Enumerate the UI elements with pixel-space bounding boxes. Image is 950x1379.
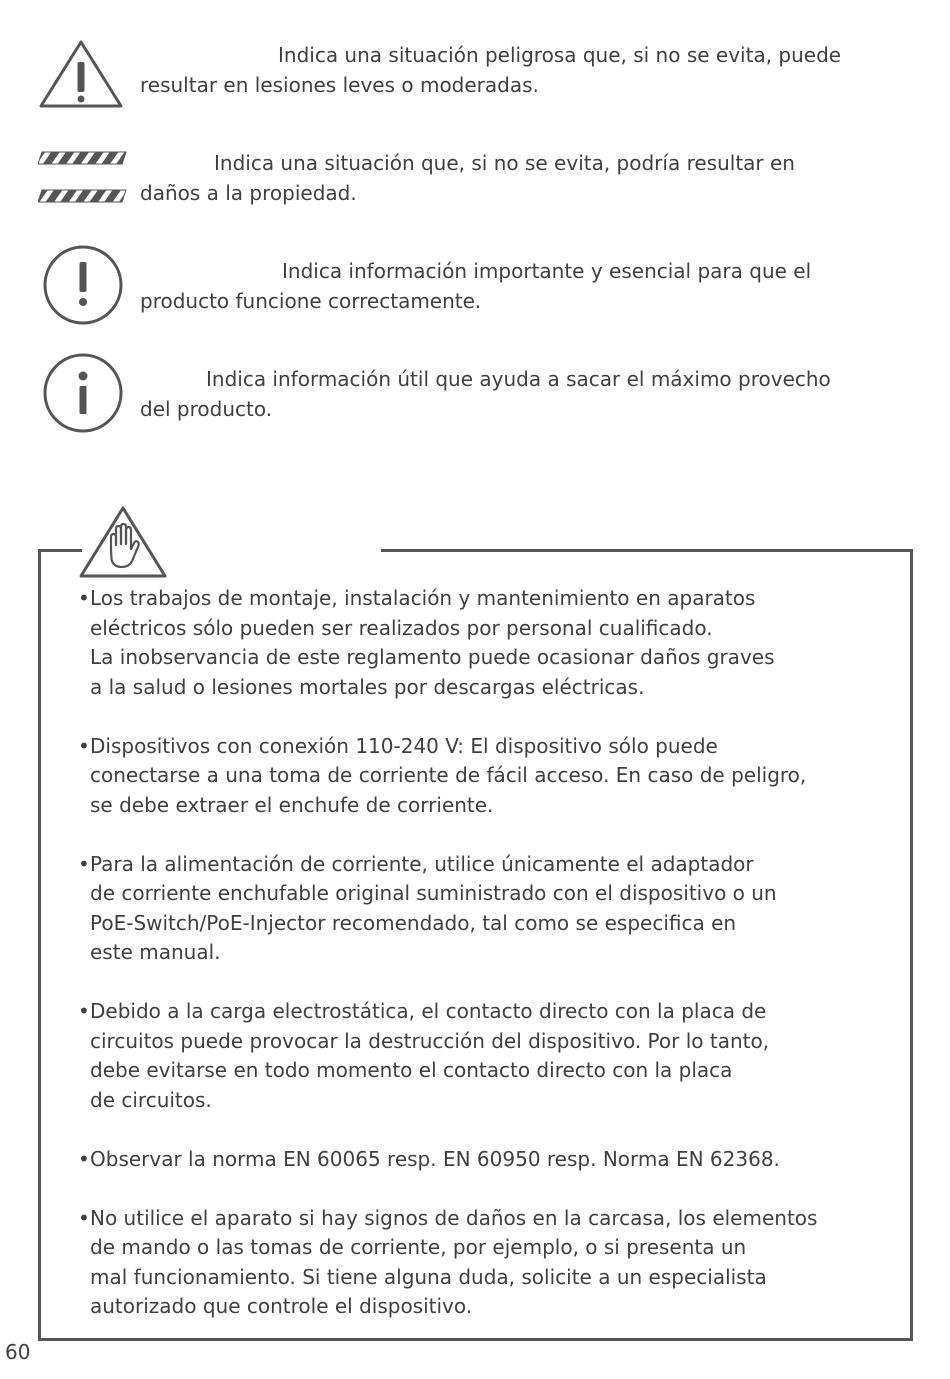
safety-box-top-border-right — [381, 549, 913, 552]
safety-bullet-item — [78, 1145, 888, 1175]
legend-line: Indica una situación peligrosa que, si no se evita, puede — [278, 43, 842, 67]
bullet-line: conectarse a una toma de corriente de fácil acceso. En caso de peligro, — [90, 763, 807, 787]
bullet-line: Para la alimentación de corriente, utilice únicamente el adaptador — [90, 851, 754, 876]
bullet-dot: • — [78, 586, 90, 610]
bullet-line: debe evitarse en todo momento el contacto directo con la placa — [90, 1058, 733, 1082]
bullet-line: eléctricos sólo pueden ser realizados por personal cualificado. — [90, 615, 713, 640]
legend-line: producto funcione correctamente. — [140, 289, 482, 313]
bullet-line: No utilice el aparato si hay signos de daños en la carcasa, los elementos — [90, 1205, 818, 1230]
exclamation-circle-icon — [42, 244, 124, 326]
legend-text-warning — [140, 40, 910, 100]
bullet-line: de corriente enchufable original suministrado con el dispositivo o un — [90, 881, 777, 905]
bullet-line: autorizado que controle el dispositivo. — [90, 1294, 473, 1318]
legend-line: Indica información útil que ayuda a sacar el máximo provecho — [206, 367, 831, 391]
bullet-dot: • — [78, 851, 90, 876]
bullet-line: La inobservancia de este reglamento puede ocasionar daños graves — [90, 645, 775, 669]
bullet-line: se debe extraer el enchufe de corriente. — [90, 792, 494, 817]
bullet-line: Dispositivos con conexión 110-240 V: El dispositivo sólo puede — [90, 733, 718, 758]
bullet-line: PoE-Switch/PoE-Injector recomendado, tal como se especifica en — [90, 910, 737, 935]
info-circle-icon — [42, 352, 124, 434]
safety-bullet-item — [78, 997, 888, 1115]
legend-line: resultar en lesiones leves o moderadas. — [140, 73, 539, 97]
safety-bullet-item — [78, 732, 888, 821]
legend-text-caution — [140, 148, 910, 208]
safety-box-top-border-left — [38, 549, 82, 552]
bullet-line: circuitos puede provocar la destrucción del dispositivo. Por lo tanto, — [90, 1028, 770, 1053]
hatched-bars-icon — [38, 150, 128, 206]
legend-line: Indica una situación que, si no se evita, podría resultar en — [214, 151, 795, 175]
bullet-line: a la salud o lesiones mortales por descargas eléctricas. — [90, 674, 645, 699]
bullet-dot: • — [78, 999, 90, 1023]
bullet-dot: • — [78, 1205, 90, 1230]
legend-text-info — [140, 364, 910, 424]
legend-line: del producto. — [140, 397, 273, 421]
legend-line: Indica información importante y esencial para que el — [282, 259, 812, 283]
bullet-line: mal funcionamiento. Si tiene alguna duda, solicite a un especialista — [90, 1264, 767, 1289]
safety-bullet-item — [78, 1204, 888, 1322]
bullet-line: de circuitos. — [90, 1087, 212, 1112]
bullet-line: Observar la norma EN 60065 resp. EN 60950 resp. Norma EN 62368. — [90, 1146, 780, 1171]
safety-bullet-list — [78, 584, 888, 1351]
bullet-line: Debido a la carga electrostática, el contacto directo con la placa de — [90, 999, 767, 1023]
legend-text-important — [140, 256, 910, 316]
safety-bullet-item — [78, 850, 888, 968]
stop-hand-warning-icon — [78, 505, 168, 579]
bullet-line: de mando o las tomas de corriente, por ejemplo, o si presenta un — [90, 1235, 747, 1259]
safety-bullet-item — [78, 584, 888, 702]
bullet-dot: • — [78, 733, 90, 758]
legend-line: daños a la propiedad. — [140, 181, 357, 205]
warning-triangle-icon — [37, 38, 125, 110]
page-number: 60 — [5, 1340, 31, 1364]
bullet-line: Los trabajos de montaje, instalación y mantenimiento en aparatos — [90, 586, 756, 610]
bullet-line: este manual. — [90, 940, 221, 964]
bullet-dot: • — [78, 1146, 90, 1171]
